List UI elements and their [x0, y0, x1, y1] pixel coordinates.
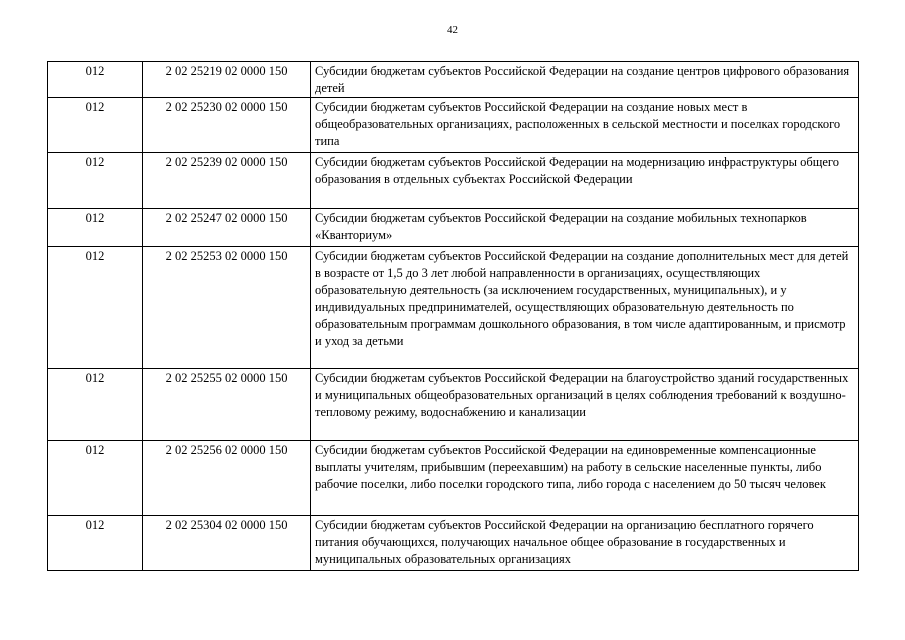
page-number: 42	[447, 24, 458, 36]
budget-code-cell: 2 02 25253 02 0000 150	[143, 247, 311, 369]
revenue-name-cell: Субсидии бюджетам субъектов Российской Федерации на модернизацию инфраструктуры общего образования в отдельных субъектах Российской Федерации	[311, 153, 859, 209]
table-row	[48, 516, 859, 571]
table-row	[48, 247, 859, 369]
budget-code-cell: 2 02 25304 02 0000 150	[143, 516, 311, 571]
budget-code-cell: 2 02 25255 02 0000 150	[143, 369, 311, 441]
revenue-name-cell: Субсидии бюджетам субъектов Российской Федерации на благоустройство зданий государственных и муниципальных общеобразовательных организаций в целях соблюдения требований к воздушно-тепловому режиму, водоснабжению и канализации	[311, 369, 859, 441]
admin-code-cell: 012	[48, 441, 143, 516]
admin-code-cell: 012	[48, 369, 143, 441]
admin-code-cell: 012	[48, 209, 143, 247]
budget-code-cell: 2 02 25219 02 0000 150	[143, 62, 311, 98]
admin-code-cell: 012	[48, 247, 143, 369]
revenue-name-cell: Субсидии бюджетам субъектов Российской Федерации на создание дополнительных мест для детей в возрасте от 1,5 до 3 лет любой направленности в организациях, осуществляющих образовательную деятельность (за исключением государственных, муниципальных), и у индивидуальных предпринимателей, осуществляющих образовательную деятельность по образовательным программам дошкольного образования, в том числе адаптированным, и присмотр и уход за детьми	[311, 247, 859, 369]
budget-code-cell: 2 02 25247 02 0000 150	[143, 209, 311, 247]
revenue-name-cell: Субсидии бюджетам субъектов Российской Федерации на создание мобильных технопарков «Кванториум»	[311, 209, 859, 247]
revenue-name-cell: Субсидии бюджетам субъектов Российской Федерации на единовременные компенсационные выплаты учителям, прибывшим (переехавшим) на работу в сельские населенные пункты, либо рабочие поселки, либо поселки городского типа, либо города с населением до 50 тысяч человек	[311, 441, 859, 516]
table-row	[48, 98, 859, 153]
table-row	[48, 441, 859, 516]
admin-code-cell: 012	[48, 153, 143, 209]
revenue-name-cell: Субсидии бюджетам субъектов Российской Федерации на создание новых мест в общеобразовательных организациях, расположенных в сельской местности и поселках городского типа	[311, 98, 859, 153]
revenue-name-cell: Субсидии бюджетам субъектов Российской Федерации на создание центров цифрового образования детей	[311, 62, 859, 98]
table-row	[48, 153, 859, 209]
admin-code-cell: 012	[48, 98, 143, 153]
revenue-name-cell: Субсидии бюджетам субъектов Российской Федерации на организацию бесплатного горячего питания обучающихся, получающих начальное общее образование в государственных и муниципальных образовательных организациях	[311, 516, 859, 571]
budget-code-cell: 2 02 25239 02 0000 150	[143, 153, 311, 209]
budget-code-cell: 2 02 25256 02 0000 150	[143, 441, 311, 516]
table-row	[48, 369, 859, 441]
table-row	[48, 62, 859, 98]
admin-code-cell: 012	[48, 62, 143, 98]
budget-code-cell: 2 02 25230 02 0000 150	[143, 98, 311, 153]
table-row	[48, 209, 859, 247]
budget-classification-table	[47, 61, 859, 571]
admin-code-cell: 012	[48, 516, 143, 571]
